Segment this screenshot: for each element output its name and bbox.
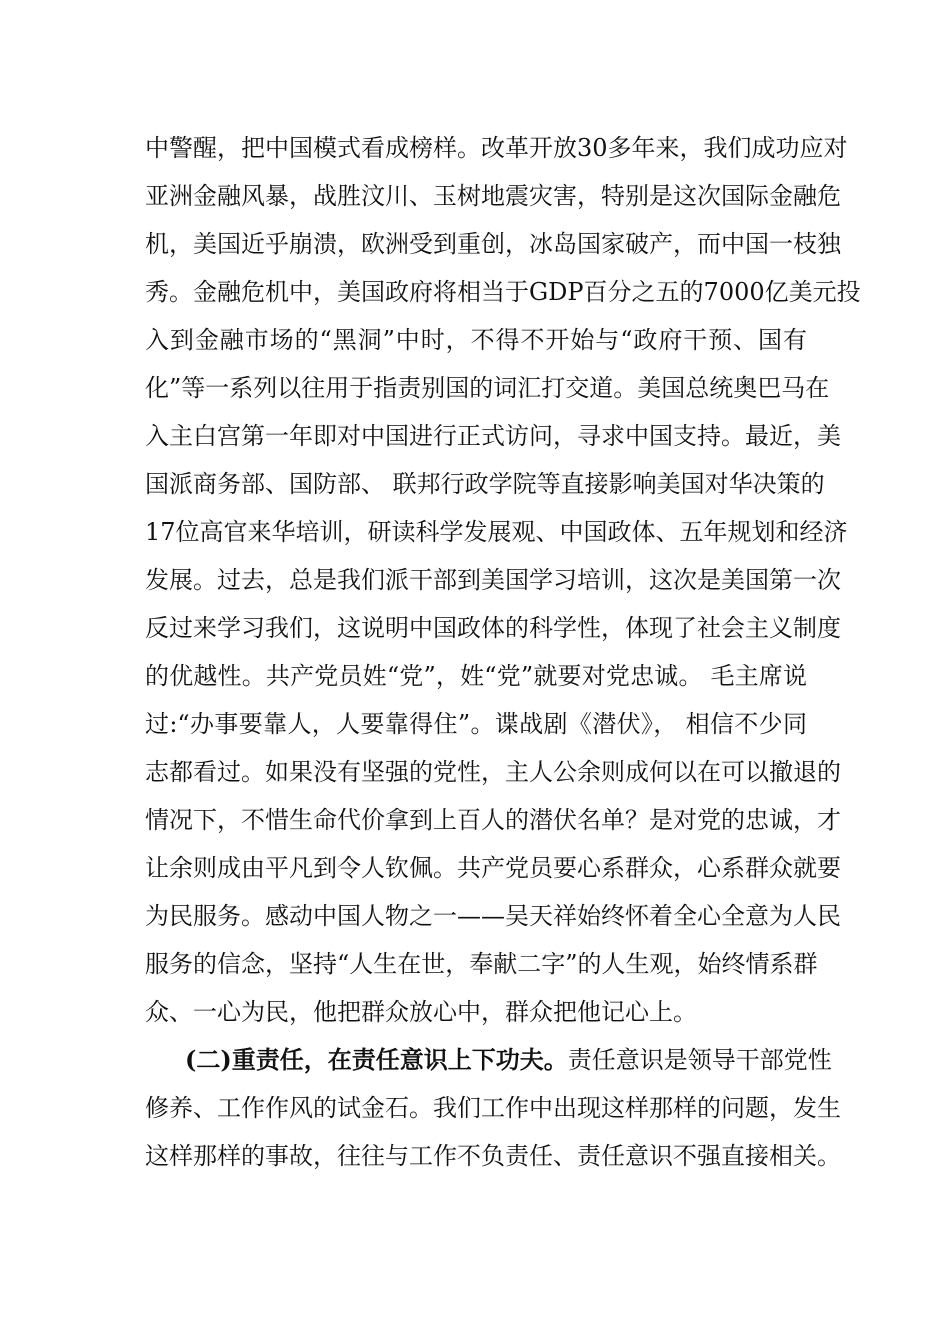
text-line: 的优越性。共产党员姓“党”，姓“党”就要对党忠诚。 毛主席说 <box>145 662 807 690</box>
text-line: 让余则成由平凡到令人钦佩。共产党员要心系群众，心系群众就要 <box>145 854 841 882</box>
text-line: 反过来学习我们，这说明中国政体的科学性，体现了社会主义制度 <box>145 614 841 642</box>
text-line: 志都看过。如果没有坚强的党性，主人公余则成何以在可以撤退的 <box>145 758 841 786</box>
paragraph-1 <box>145 124 861 1036</box>
text-line: 机，美国近乎崩溃，欧洲受到重创，冰岛国家破产，而中国一枝独 <box>145 230 841 258</box>
text-line: 亚洲金融风暴，战胜汶川、玉树地震灾害，特别是这次国际金融危 <box>145 182 841 210</box>
section-heading: (二)重责任，在责任意识上下功夫。 <box>185 1045 568 1074</box>
text-line: 中警醒，把中国模式看成榜样。改革开放30多年来，我们成功应对 <box>145 134 848 162</box>
text-line: 入主白宫第一年即对中国进行正式访问，寻求中国支持。最近，美 <box>145 422 841 450</box>
text-line: 发展。过去，总是我们派干部到美国学习培训，这次是美国第一次 <box>145 566 841 594</box>
text-line: 为民服务。感动中国人物之一——吴天祥始终怀着全心全意为人民 <box>145 902 841 930</box>
text-line: 化”等一系列以往用于指责别国的词汇打交道。美国总统奥巴马在 <box>145 374 830 402</box>
text-line: 这样那样的事故，往往与工作不负责任、责任意识不强直接相关。 <box>145 1142 841 1170</box>
text-line: 情况下，不惜生命代价拿到上百人的潜伏名单？是对党的忠诚，才 <box>145 806 841 834</box>
heading-continuation: 责任意识是领导干部党性 <box>567 1046 832 1074</box>
text-line: 国派商务部、国防部、 联邦行政学院等直接影响美国对华决策的 <box>145 470 825 498</box>
text-line: 17位高官来华培训，研读科学发展观、中国政体、五年规划和经济 <box>145 518 848 546</box>
text-line: 过:“办事要靠人，人要靠得住”。谍战剧《潜伏》， 相信不少同 <box>145 710 807 738</box>
paragraph-2 <box>145 1036 841 1180</box>
text-line: 服务的信念，坚持“人生在世，奉献二字”的人生观，始终情系群 <box>145 950 818 978</box>
text-line: 修养、工作作风的试金石。我们工作中出现这样那样的问题，发生 <box>145 1094 841 1122</box>
text-line-first <box>145 1036 832 1084</box>
text-line: 秀。金融危机中，美国政府将相当于GDP百分之五的7000亿美元投 <box>145 278 861 306</box>
text-line: 入到金融市场的“黑洞”中时，不得不开始与“政府干预、国有 <box>145 326 807 354</box>
text-line-last: 众、一心为民，他把群众放心中，群众把他记心上。 <box>145 998 697 1026</box>
body-text <box>145 124 861 1180</box>
